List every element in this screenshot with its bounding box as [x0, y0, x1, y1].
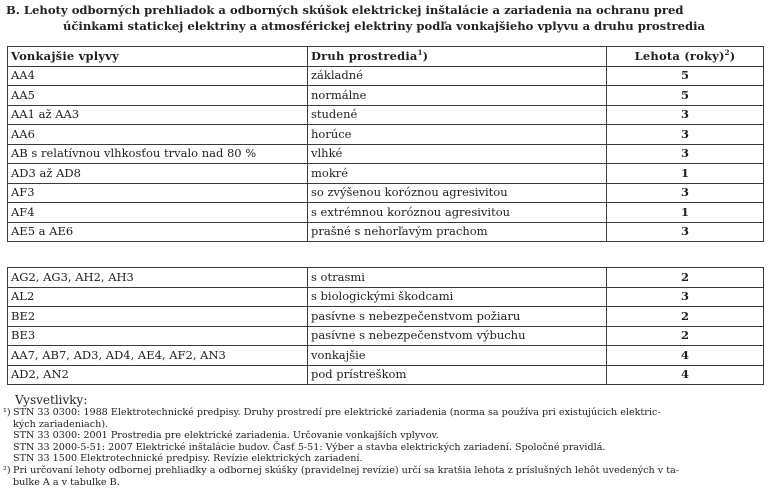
- footnote-ref-1: 1: [417, 47, 423, 57]
- cell-period-years: 3: [607, 183, 764, 203]
- table-row: [8, 346, 764, 366]
- table-row: [8, 203, 764, 223]
- cell-period-years: 1: [607, 203, 764, 223]
- section-title: [6, 2, 762, 34]
- table-row: [8, 144, 764, 164]
- cell-environment-type: studené: [308, 105, 607, 125]
- footnote-2: [3, 465, 765, 488]
- cell-external-influence: AL2: [8, 287, 308, 307]
- cell-external-influence: AD2, AN2: [8, 365, 308, 385]
- footnote-1-line-1: STN 33 0300: 1988 Elektrotechnické predpisy. Druhy prostredí pre elektrické zariadenia (norma sa používa pri existujúcich elektric-: [13, 407, 661, 418]
- cell-environment-type: s otrasmi: [308, 268, 607, 288]
- cell-external-influence: AA7, AB7, AD3, AD4, AE4, AF2, AN3: [8, 346, 308, 366]
- header-environment-type: Druh prostredia$^1$): [308, 47, 607, 67]
- cell-period-years: 3: [607, 144, 764, 164]
- cell-environment-type: s biologickými škodcami: [308, 287, 607, 307]
- cell-environment-type: normálne: [308, 86, 607, 106]
- cell-external-influence: AG2, AG3, AH2, AH3: [8, 268, 308, 288]
- table-row: [8, 326, 764, 346]
- cell-external-influence: AE5 a AE6: [8, 222, 308, 242]
- cell-period-years: 3: [607, 287, 764, 307]
- cell-environment-type: mokré: [308, 164, 607, 184]
- cell-environment-type: prašné s nehorľavým prachom: [308, 222, 607, 242]
- title-line-2: účinkami statickej elektriny a atmosférickej elektriny podľa vonkajšieho vplyvu a druhu prostredia: [62, 19, 706, 33]
- cell-environment-type: so zvýšenou koróznou agresivitou: [308, 183, 607, 203]
- table-row: [8, 125, 764, 145]
- cell-environment-type: vonkajšie: [308, 346, 607, 366]
- table-row: [8, 105, 764, 125]
- title-line-1: B. Lehoty odborných prehliadok a odborných skúšok elektrickej inštalácie a zariadenia na ochranu pred: [6, 3, 684, 17]
- cell-period-years: 3: [607, 125, 764, 145]
- cell-environment-type: s extrémnou koróznou agresivitou: [308, 203, 607, 223]
- footnote-2-line-1: Pri určovaní lehoty odbornej prehliadky a odbornej skúšky (pravidelnej revízie) určí sa kratšia lehota z príslušných lehôt uvedených v ta-: [13, 464, 680, 476]
- cell-period-years: 5: [607, 86, 764, 106]
- cell-external-influence: AF3: [8, 183, 308, 203]
- cell-period-years: 4: [607, 346, 764, 366]
- cell-period-years: 2: [607, 326, 764, 346]
- inspection-periods-table-2: [7, 267, 764, 385]
- table-row: [8, 268, 764, 288]
- cell-environment-type: vlhké: [308, 144, 607, 164]
- cell-external-influence: AB s relatívnou vlhkosťou trvalo nad 80 %: [8, 144, 308, 164]
- table-row: [8, 222, 764, 242]
- cell-period-years: 3: [607, 105, 764, 125]
- footnotes-heading: Vysvetlivky:: [15, 393, 88, 407]
- inspection-periods-table-1: [7, 46, 764, 242]
- cell-external-influence: BE3: [8, 326, 308, 346]
- header-external-influences: Vonkajšie vplyvy: [8, 47, 308, 67]
- cell-external-influence: BE2: [8, 307, 308, 327]
- cell-external-influence: AA4: [8, 66, 308, 86]
- footnote-ref-2: 2: [724, 47, 730, 57]
- footnote-1-line-5: STN 33 1500 Elektrotechnické predpisy. Revízie elektrických zariadení.: [13, 453, 363, 465]
- footnote-1-line-4: STN 33 2000-5-51: 2007 Elektrické inštalácie budov. Časť 5-51: Výber a stavba elektrických zariadení. Spoločné pravidlá.: [13, 441, 606, 453]
- footnote-1-line-2: kých zariadeniach).: [13, 418, 109, 430]
- cell-external-influence: AA5: [8, 86, 308, 106]
- table-row: [8, 86, 764, 106]
- cell-environment-type: horúce: [308, 125, 607, 145]
- footnote-2-line-2: bulke A a v tabulke B.: [13, 476, 120, 488]
- table-row: [8, 183, 764, 203]
- table-row: [8, 66, 764, 86]
- cell-period-years: 3: [607, 222, 764, 242]
- cell-environment-type: základné: [308, 66, 607, 86]
- header-period-years: Lehota (roky)$^2$): [607, 47, 764, 67]
- table-row: [8, 164, 764, 184]
- cell-period-years: 4: [607, 365, 764, 385]
- cell-environment-type: pasívne s nebezpečenstvom výbuchu: [308, 326, 607, 346]
- cell-external-influence: AF4: [8, 203, 308, 223]
- cell-environment-type: pasívne s nebezpečenstvom požiaru: [308, 307, 607, 327]
- cell-period-years: 2: [607, 268, 764, 288]
- table-row: [8, 307, 764, 327]
- table-header-row: [8, 47, 764, 67]
- footnote-1-line-3: STN 33 0300: 2001 Prostredia pre elektrické zariadenia. Určovanie vonkajších vplyvov.: [13, 430, 439, 442]
- cell-environment-type: pod prístreškom: [308, 365, 607, 385]
- cell-external-influence: AA6: [8, 125, 308, 145]
- cell-period-years: 5: [607, 66, 764, 86]
- footnotes: [3, 394, 765, 488]
- footnote-2-mark: ²): [3, 464, 11, 476]
- cell-external-influence: AA1 až AA3: [8, 105, 308, 125]
- cell-external-influence: AD3 až AD8: [8, 164, 308, 184]
- cell-period-years: 1: [607, 164, 764, 184]
- table-row: [8, 365, 764, 385]
- table-row: [8, 287, 764, 307]
- footnote-1: [3, 407, 765, 465]
- cell-period-years: 2: [607, 307, 764, 327]
- footnote-1-mark: ¹): [3, 407, 11, 418]
